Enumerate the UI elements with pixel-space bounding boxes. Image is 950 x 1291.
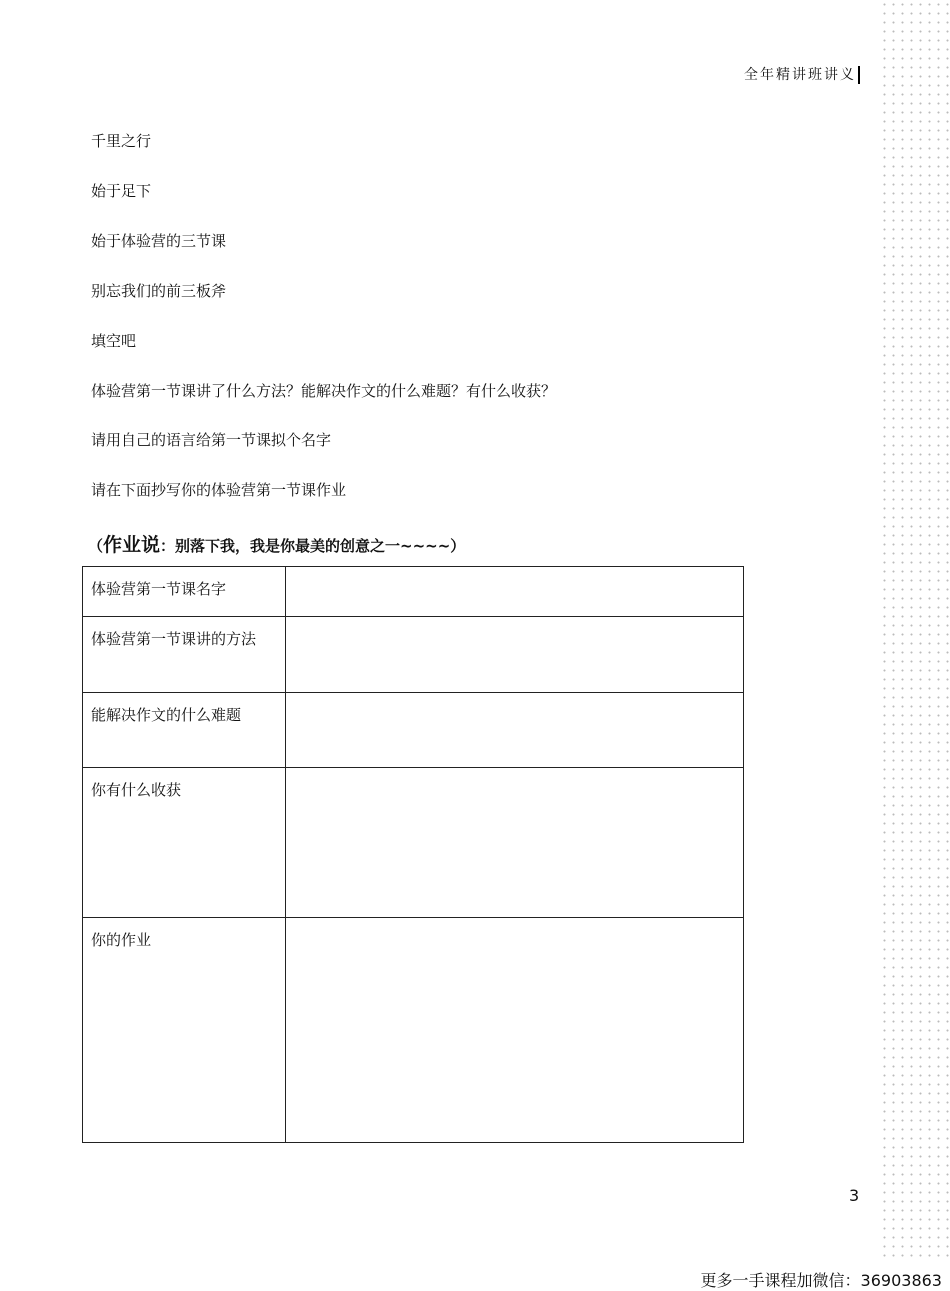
- text-line: 体验营第一节课讲了什么方法？能解决作文的什么难题？有什么收获？: [91, 382, 557, 400]
- text-line: 始于足下: [91, 182, 152, 200]
- table-row: [83, 918, 744, 1143]
- note-rest: ：别落下我，我是你最美的创意之一~~~~）: [160, 537, 466, 555]
- dotted-margin: [880, 0, 950, 1262]
- table-row: [83, 617, 744, 693]
- row-label: 你的作业: [83, 918, 286, 1143]
- row-label: 能解决作文的什么难题: [83, 693, 286, 768]
- homework-table: [82, 566, 744, 1143]
- row-label: 体验营第一节课讲的方法: [83, 617, 286, 693]
- note-bold: 作业说: [103, 534, 161, 556]
- text-line: 千里之行: [91, 132, 152, 150]
- text-line: 填空吧: [91, 332, 137, 350]
- answer-cell[interactable]: [286, 693, 744, 768]
- table-row: [83, 567, 744, 617]
- answer-cell[interactable]: [286, 918, 744, 1143]
- homework-note: [88, 530, 465, 557]
- row-label: 你有什么收获: [83, 768, 286, 918]
- text-line: 请在下面抄写你的体验营第一节课作业: [91, 481, 347, 499]
- text-line: 始于体验营的三节课: [91, 232, 227, 250]
- table-row: [83, 768, 744, 918]
- table-row: [83, 693, 744, 768]
- answer-cell[interactable]: [286, 567, 744, 617]
- footer-watermark: 更多一手课程加微信：36903863: [700, 1271, 942, 1290]
- row-label: 体验营第一节课名字: [83, 567, 286, 617]
- note-open: （: [88, 537, 104, 555]
- text-line: 别忘我们的前三板斧: [91, 282, 227, 300]
- page-number: 3: [849, 1186, 860, 1205]
- text-line: 请用自己的语言给第一节课拟个名字: [91, 431, 332, 449]
- answer-cell[interactable]: [286, 617, 744, 693]
- answer-cell[interactable]: [286, 768, 744, 918]
- running-header: 全年精讲班讲义: [744, 66, 860, 84]
